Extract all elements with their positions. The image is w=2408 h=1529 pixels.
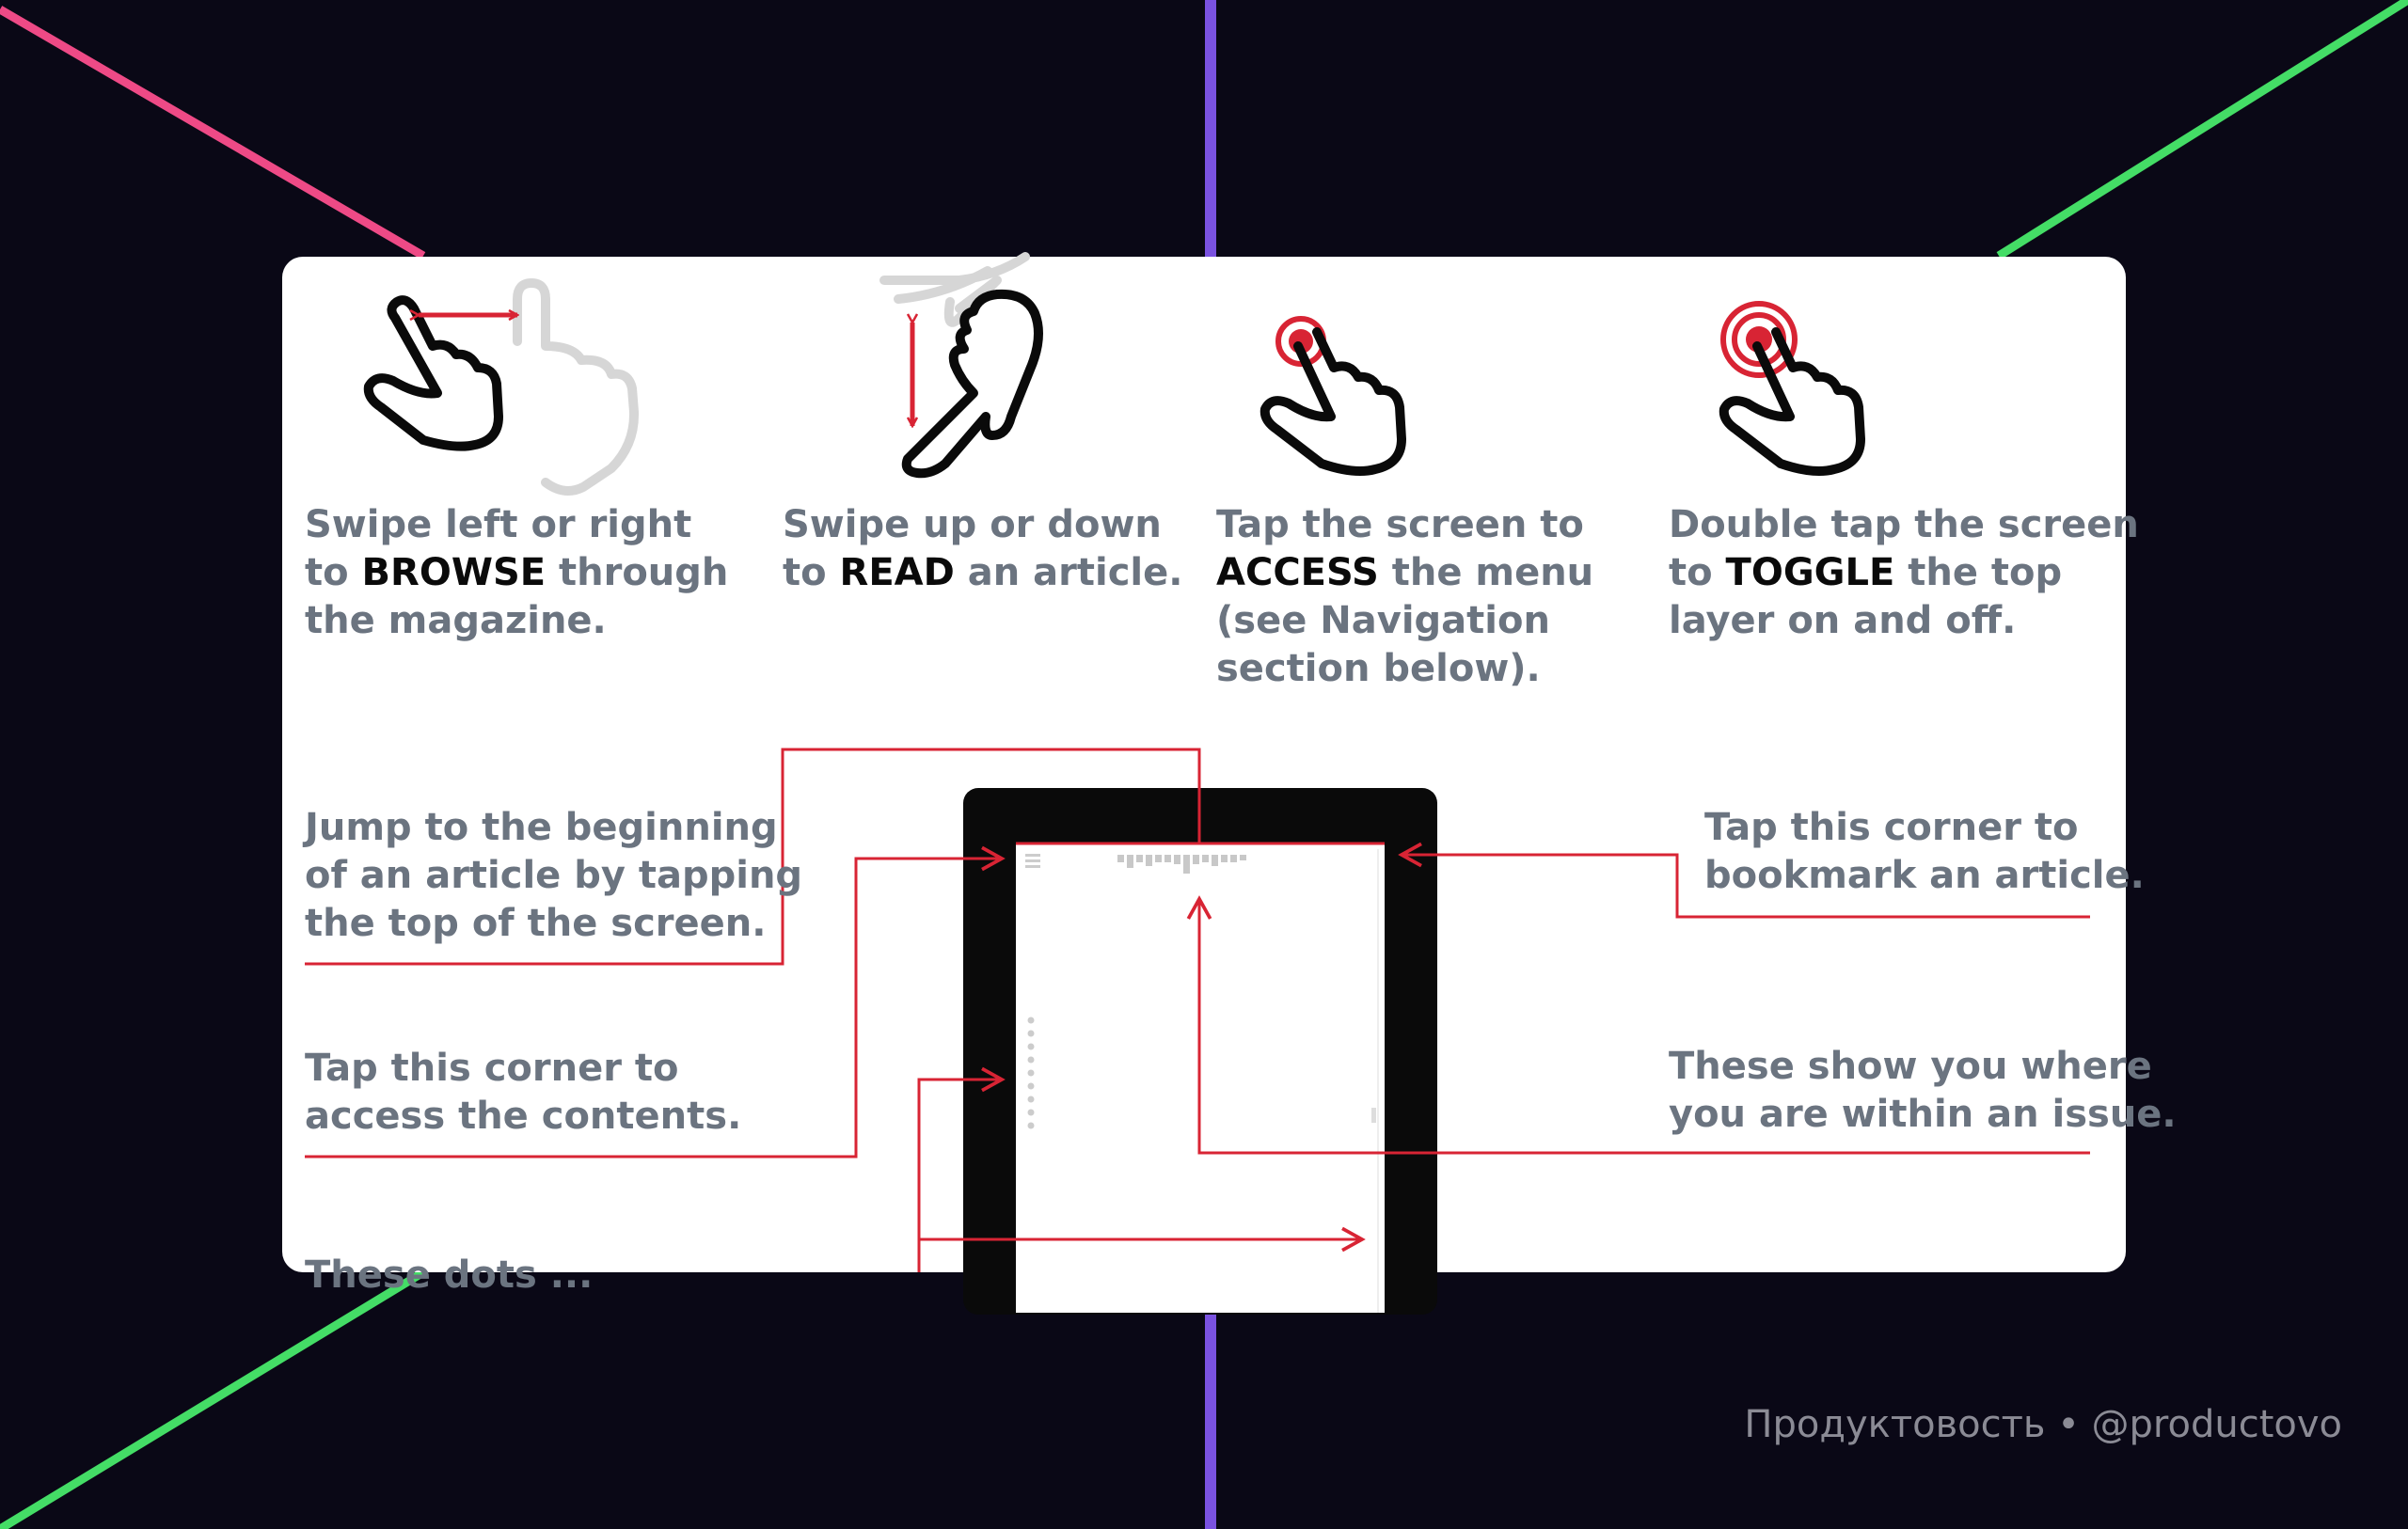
browse-instruction: Swipe left or right to BROWSE through the magazine. <box>305 503 729 642</box>
pink-diagonal-line <box>0 9 423 256</box>
page-dots <box>1028 1017 1035 1129</box>
swipe-horizontal-hand-icon <box>369 283 634 491</box>
toggle-instruction: Double tap the screen to TOGGLE the top layer on and off. <box>1669 503 2139 642</box>
double-tap-hand-icon <box>1723 304 1861 471</box>
jump-callout-text: Jump to the beginning of an article by tapping the top of the screen. <box>305 806 803 945</box>
green-diagonal-line-top <box>1999 0 2408 256</box>
menu-icon <box>1025 854 1040 868</box>
swipe-vertical-hand-icon <box>884 257 1038 473</box>
green-diagonal-line-bottom <box>0 1272 423 1529</box>
tap-hand-icon <box>1265 319 1402 471</box>
browse-keyword: BROWSE <box>361 551 547 594</box>
toggle-keyword: TOGGLE <box>1725 551 1895 594</box>
gesture-guide-card <box>282 257 2177 1297</box>
bookmark-callout-text: Tap this corner to bookmark an article. <box>1704 806 2145 897</box>
access-instruction: Tap the screen to ACCESS the menu (see Navigation section below). <box>1216 503 1594 690</box>
access-keyword: ACCESS <box>1216 551 1379 594</box>
read-instruction: Swipe up or down to READ an article. <box>783 503 1183 594</box>
scroll-indicator <box>1371 1108 1376 1123</box>
channel-credit: Продуктовость • @productovo <box>1744 1403 2342 1446</box>
read-keyword: READ <box>839 551 955 594</box>
contents-callout-text: Tap this corner to access the contents. <box>305 1047 742 1138</box>
position-callout-text: These show you where you are within an issue. <box>1669 1045 2177 1136</box>
dots-callout-text-cut: These dots ... <box>305 1253 594 1297</box>
